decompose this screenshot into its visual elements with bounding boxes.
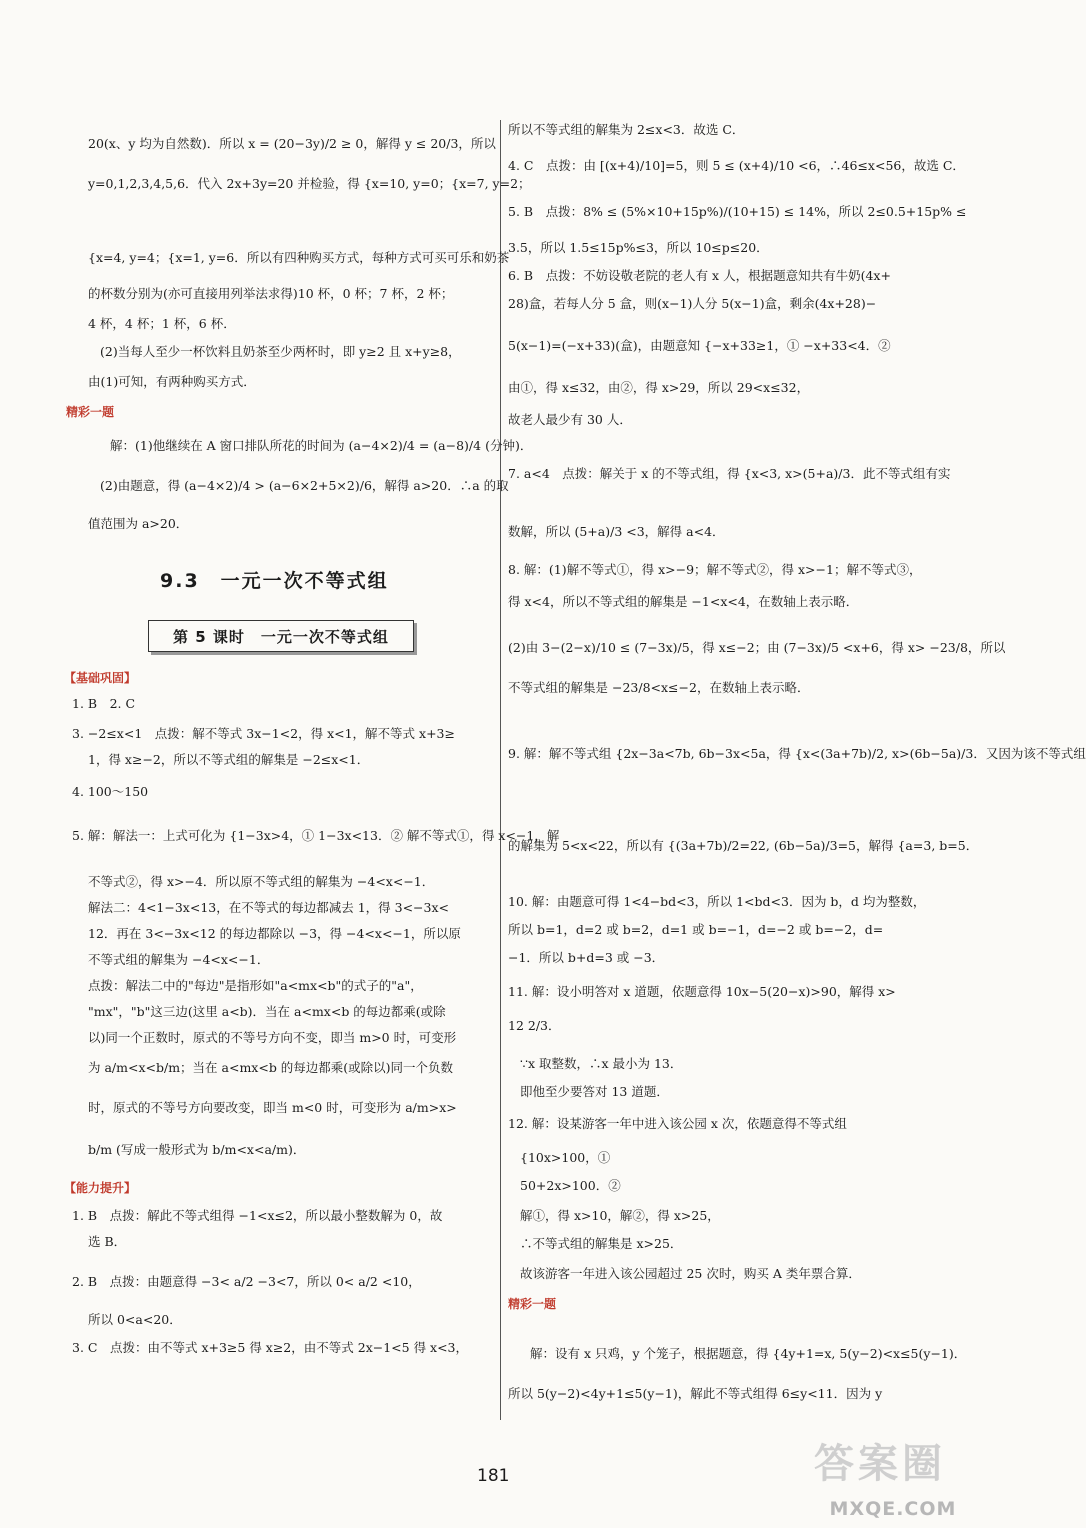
text-line: (2)当每人至少一杯饮料且奶茶至少两杯时，即 y≥2 且 x+y≥8， [100,344,461,359]
text-line: ∴不等式组的解集是 x>25． [520,1236,683,1251]
text-line: "mx"，"b"这三边(这里 a<b)．当在 a<mx<b 的每边都乘(或除 [88,1004,446,1019]
text-line: 8. 解：(1)解不等式①，得 x>−9；解不等式②，得 x>−1；解不等式③， [508,562,922,577]
text-line: 所以 0<a<20． [88,1312,182,1327]
text-line: 的杯数分别为(亦可直接用列举法求得)10 杯，0 杯；7 杯，2 杯； [88,286,454,301]
text-line: −1．所以 b+d=3 或 −3． [508,950,665,965]
section-label-highlight: 精彩一题 [66,405,115,419]
text-line: 9. 解：解不等式组 {2x−3a<7b, 6b−3x<5a，得 {x<(3a+7b)/2, x>(6b−5a)/3．又因为该不等式组 [508,746,1086,761]
text-line: 由(1)可知，有两种购买方式． [88,374,256,389]
text-line: 解①，得 x>10，解②，得 x>25， [520,1208,720,1223]
text-line: 选 B． [88,1234,127,1249]
text-line: 3.5，所以 1.5≤15p%≤3，所以 10≤p≤20． [508,240,769,255]
text-line: 3. −2≤x<1 点拨：解不等式 3x−1<2，得 x<1，解不等式 x+3≥ [72,726,455,741]
text-line: 5. B 点拨：8% ≤ (5%×10+15p%)/(10+15) ≤ 14%，所以 2≤0.5+15p% ≤ [508,204,967,219]
text-line: y=0,1,2,3,4,5,6．代入 2x+3y=20 并检验，得 {x=10, y=0；{x=7, y=2； [88,176,531,191]
text-line: 7. a<4 点拨：解关于 x 的不等式组，得 {x<3, x>(5+a)/3．此不等式组有实 [508,466,951,481]
text-line: 数解，所以 (5+a)/3 <3，解得 a<4． [508,524,725,539]
watermark-logo-text: 答案圈 [814,1441,946,1487]
lesson-title: 第 5 课时 一元一次不等式组 [148,620,414,652]
text-line: 解法二：4<1−3x<13，在不等式的每边都减去 1，得 3<−3x< [88,900,450,915]
text-line: 由①，得 x≤32，由②，得 x>29，所以 29<x≤32， [508,380,810,395]
text-line: 不等式组的解集是 −23/8<x≤−2，在数轴上表示略． [508,680,810,695]
text-line: 11. 解：设小明答对 x 道题，依题意得 10x−5(20−x)>90，解得 x> [508,984,896,999]
text-line: 20(x、y 均为自然数)．所以 x = (20−3y)/2 ≥ 0，解得 y ≤ 20/3，所以 [88,136,496,151]
text-line: 12．再在 3<−3x<12 的每边都除以 −3，得 −4<x<−1，所以原 [88,926,461,941]
text-line: 所以不等式组的解集为 2≤x<3．故选 C． [508,122,745,137]
text-line: 解：(1)他继续在 A 窗口排队所花的时间为 (a−4×2)/4 = (a−8)/4 (分钟)． [110,438,533,453]
text-line: b/m (写成一般形式为 b/m<x<a/m)． [88,1142,306,1157]
text-line: 1. B 点拨：解此不等式组得 −1<x≤2，所以最小整数解为 0，故 [72,1208,443,1223]
text-line: 故老人最少有 30 人． [508,412,632,427]
text-line: 的解集为 5<x<22，所以有 {(3a+7b)/2=22, (6b−5a)/3=5，解得 {a=3, b=5． [508,838,979,853]
text-line: {10x>100，① [520,1150,611,1165]
text-line: 5(x−1)=(−x+33)(盒)，由题意知 {−x+33≥1，① −x+33<4．② [508,338,891,353]
column-divider [500,120,501,1420]
section-label-highlight: 精彩一题 [508,1297,557,1311]
watermark-logo [808,1428,978,1520]
text-line: 3. C 点拨：由不等式 x+3≥5 得 x≥2，由不等式 2x−1<5 得 x<3， [72,1340,469,1355]
text-line: 为 a/m<x<b/m；当在 a<mx<b 的每边都乘(或除以)同一个负数 [88,1060,454,1075]
text-line: 故该游客一年进入该公园超过 25 次时，购买 A 类年票合算． [520,1266,861,1281]
text-line: 10. 解：由题意可得 1<4−bd<3，所以 1<bd<3．因为 b，d 均为整数， [508,894,926,909]
text-line: 不等式②，得 x>−4．所以原不等式组的解集为 −4<x<−1． [88,874,435,889]
text-line: 2. B 点拨：由题意得 −3< a/2 −3<7，所以 0< a/2 <10， [72,1274,421,1289]
text-line: 4 杯，4 杯；1 杯，6 杯． [88,316,236,331]
text-line: 4. 100～150 [72,784,149,799]
text-line: 所以 5(y−2)<4y+1≤5(y−1)，解此不等式组得 6≤y<11．因为 y [508,1386,883,1401]
text-line: 28)盒，若每人分 5 盒，则(x−1)人分 5(x−1)盒，剩余(4x+28)− [508,296,877,311]
text-line: (2)由题意，得 (a−4×2)/4 > (a−6×2+5×2)/6，解得 a>20．∴a 的取 [100,478,509,493]
page-number: 181 [477,1466,510,1486]
text-line: 1. B 2. C [72,696,136,711]
text-line: 1，得 x≥−2，所以不等式组的解集是 −2≤x<1． [88,752,370,767]
text-line: 得 x<4，所以不等式组的解集是 −1<x<4，在数轴上表示略． [508,594,859,609]
watermark-site: MXQE.COM [829,1498,957,1520]
text-line: 即他至少要答对 13 道题． [520,1084,669,1099]
text-line: 时，原式的不等号方向要改变，即当 m<0 时，可变形为 a/m>x> [88,1100,457,1115]
text-line: 5. 解：解法一：上式可化为 {1−3x>4，① 1−3x<13．② 解不等式①，得 x<−1，解 [72,828,560,843]
text-line: 解：设有 x 只鸡，y 个笼子，根据题意，得 {4y+1=x, 5(y−2)<x≤5(y−1)． [530,1346,967,1361]
text-line: 值范围为 a>20． [88,516,189,531]
text-line: 6. B 点拨：不妨设敬老院的老人有 x 人，根据题意知共有牛奶(4x+ [508,268,891,283]
text-line: 12. 解：设某游客一年中进入该公园 x 次，依题意得不等式组 [508,1116,847,1131]
heading-basic: 【基础巩固】 [64,671,137,685]
text-line: 点拨：解法二中的"每边"是指形如"a<mx<b"的式子的"a"， [88,978,423,993]
text-line: ∵x 取整数，∴x 最小为 13． [520,1056,683,1071]
heading-ability: 【能力提升】 [64,1181,137,1195]
section-title: 9.3 一元一次不等式组 [160,570,389,592]
text-line: 12 2/3． [508,1018,561,1033]
text-line: 不等式组的解集为 −4<x<−1． [88,952,270,967]
text-line: 50+2x>100．② [520,1178,621,1193]
text-line: 所以 b=1，d=2 或 b=2，d=1 或 b=−1，d=−2 或 b=−2，d= [508,922,884,937]
text-line: (2)由 3−(2−x)/10 ≤ (7−3x)/5，得 x≤−2；由 (7−3x)/5 <x+6，得 x> −23/8，所以 [508,640,1006,655]
text-line: 4. C 点拨：由 [(x+4)/10]=5，则 5 ≤ (x+4)/10 <6，∴46≤x<56，故选 C． [508,158,965,173]
text-line: 以)同一个正数时，原式的不等号方向不变，即当 m>0 时，可变形 [88,1030,457,1045]
text-line: {x=4, y=4；{x=1, y=6．所以有四种购买方式，每种方式可买可乐和奶茶 [88,250,510,265]
